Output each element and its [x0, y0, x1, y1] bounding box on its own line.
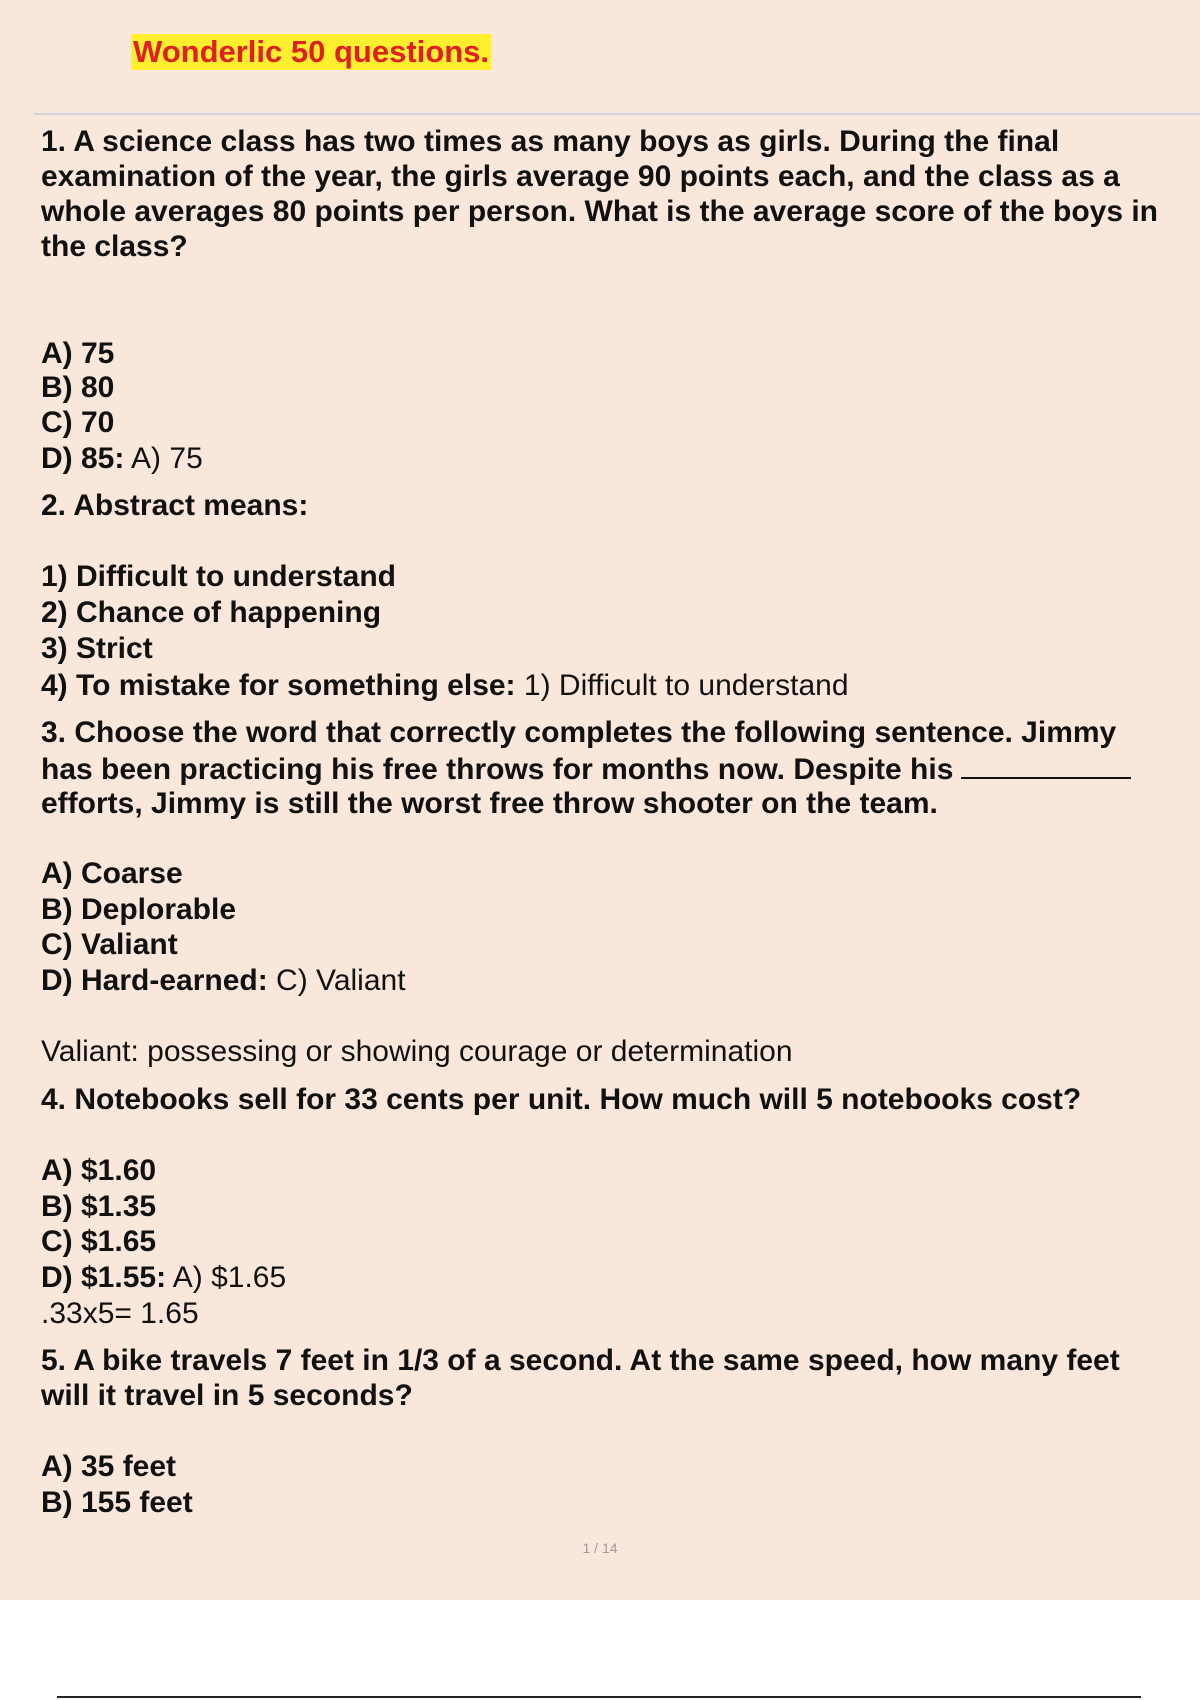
question-2-text: 2. Abstract means: — [41, 489, 309, 522]
question-3-line-2-row — [41, 751, 1191, 787]
next-page-divider — [57, 1696, 1141, 1698]
question-5-option-a: A) 35 feet — [41, 1450, 177, 1483]
question-2-option-2: 2) Chance of happening — [41, 596, 382, 629]
question-2-answer: 1) Difficult to understand — [523, 669, 849, 702]
page-number: 1 / 14 — [582, 1540, 618, 1556]
question-5-option-b: B) 155 feet — [41, 1486, 193, 1519]
question-1-option-a: A) 75 — [41, 337, 115, 370]
question-4-text: 4. Notebooks sell for 33 cents per unit. How much will 5 notebooks cost? — [41, 1083, 1082, 1116]
question-3-line-3: efforts, Jimmy is still the worst free throw shooter on the team. — [41, 787, 938, 820]
question-3-option-d: D) Hard-earned: — [41, 964, 268, 997]
question-2-option-4: 4) To mistake for something else: — [41, 669, 516, 702]
title-divider — [34, 113, 1200, 115]
fill-in-blank — [961, 751, 1131, 779]
question-3-answer: C) Valiant — [276, 964, 406, 997]
question-3-option-a: A) Coarse — [41, 857, 183, 890]
question-2-option-1: 1) Difficult to understand — [41, 560, 396, 593]
question-3-line-1: 3. Choose the word that correctly completes the following sentence. Jimmy — [41, 716, 1117, 749]
question-1-option-c: C) 70 — [41, 406, 115, 439]
question-1-option-d-row — [41, 441, 1191, 476]
question-3-option-d-row — [41, 963, 1191, 998]
question-4-option-d-row — [41, 1260, 1191, 1295]
question-4-option-a: A) $1.60 — [41, 1154, 157, 1187]
question-5-line-2: will it travel in 5 seconds? — [41, 1379, 413, 1412]
question-4-answer: A) $1.65 — [172, 1261, 287, 1294]
question-1 — [41, 124, 1191, 264]
question-2-option-4-row — [41, 668, 1191, 703]
question-4-option-d: D) $1.55: — [41, 1261, 167, 1294]
question-2-option-3: 3) Strict — [41, 632, 153, 665]
question-3-option-c: C) Valiant — [41, 928, 178, 961]
question-4-option-c: C) $1.65 — [41, 1225, 157, 1258]
question-4-explanation: .33x5= 1.65 — [41, 1297, 199, 1330]
question-4-option-b: B) $1.35 — [41, 1190, 157, 1223]
question-1-text: 1. A science class has two times as many boys as girls. During the final examination of the year, the girls average 90 points each, and the class as a whole averages 80 points per person. What is the average score of the boys in the class? — [41, 125, 1159, 263]
document-title: Wonderlic 50 questions. — [133, 34, 490, 69]
question-3-explanation: Valiant: possessing or showing courage or determination — [41, 1035, 793, 1068]
question-1-answer: A) 75 — [131, 442, 203, 475]
question-3-option-b: B) Deplorable — [41, 893, 237, 926]
question-1-option-d: D) 85: — [41, 442, 125, 475]
question-5-line-1: 5. A bike travels 7 feet in 1/3 of a second. At the same speed, how many feet — [41, 1344, 1120, 1377]
question-3-line-2: has been practicing his free throws for months now. Despite his — [41, 753, 954, 786]
question-1-option-b: B) 80 — [41, 371, 115, 404]
